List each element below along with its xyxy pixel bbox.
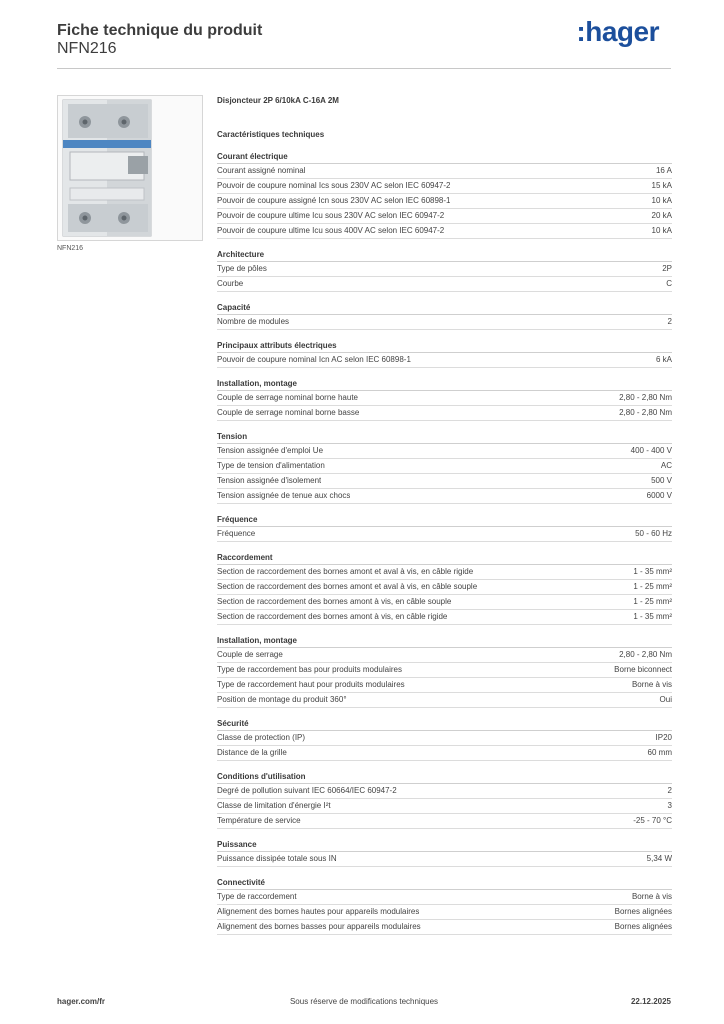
spec-value: 5,34 W [646,854,672,863]
spec-value: Bornes alignées [614,907,672,916]
spec-value: 10 kA [651,196,672,205]
spec-row [217,164,672,179]
spec-label: Type de raccordement haut pour produits modulaires [217,680,405,689]
spec-label: Alignement des bornes hautes pour appareils modulaires [217,907,420,916]
product-image [57,95,203,241]
spec-label: Position de montage du produit 360° [217,695,347,704]
spec-group-title: Fréquence [217,514,672,527]
spec-group [217,378,672,421]
spec-label: Couple de serrage nominal borne haute [217,393,358,402]
spec-row [217,799,672,814]
spec-value: C [666,279,672,288]
spec-label: Pouvoir de coupure ultime Icu sous 400V AC selon IEC 60947-2 [217,226,445,235]
spec-label: Type de pôles [217,264,267,273]
spec-group-title: Courant électrique [217,151,672,164]
spec-row [217,489,672,504]
spec-label: Classe de limitation d'énergie I²t [217,801,331,810]
spec-row [217,444,672,459]
spec-label: Couple de serrage [217,650,283,659]
spec-value: 1 - 25 mm² [633,597,672,606]
spec-label: Courbe [217,279,244,288]
spec-label: Pouvoir de coupure nominal Icn AC selon IEC 60898-1 [217,355,411,364]
spec-value: 10 kA [651,226,672,235]
spec-group [217,839,672,867]
footer-website: hager.com/fr [57,997,106,1006]
spec-label: Pouvoir de coupure ultime Icu sous 230V AC selon IEC 60947-2 [217,211,445,220]
spec-value: IP20 [655,733,672,742]
spec-label: Type de raccordement [217,892,297,901]
spec-group-title: Installation, montage [217,635,672,648]
spec-row [217,663,672,678]
spec-value: 2,80 - 2,80 Nm [619,650,672,659]
spec-value: Borne à vis [631,680,672,689]
spec-label: Température de service [217,816,301,825]
spec-row [217,746,672,761]
spec-group [217,718,672,761]
spec-label: Pouvoir de coupure nominal Ics sous 230V AC selon IEC 60947-2 [217,181,451,190]
spec-row [217,315,672,330]
circuit-breaker-illustration [58,96,202,240]
spec-value: 60 mm [647,748,672,757]
spec-row [217,610,672,625]
spec-row [217,353,672,368]
spec-group-title: Tension [217,431,672,444]
spec-group [217,340,672,368]
spec-group [217,302,672,330]
spec-value: 1 - 25 mm² [633,582,672,591]
spec-value: 6000 V [646,491,672,500]
spec-value: 15 kA [651,181,672,190]
spec-label: Tension assignée de tenue aux chocs [217,491,351,500]
spec-group-title: Installation, montage [217,378,672,391]
spec-row [217,224,672,239]
spec-label: Type de raccordement bas pour produits modulaires [217,665,402,674]
spec-group [217,151,672,239]
spec-content [217,95,672,935]
spec-group-title: Sécurité [217,718,672,731]
page-header [57,16,671,69]
spec-row [217,179,672,194]
spec-group [217,514,672,542]
spec-value: Bornes alignées [614,922,672,931]
spec-row [217,565,672,580]
product-name: Disjoncteur 2P 6/10kA C-16A 2M [217,96,339,105]
spec-group-title: Conditions d'utilisation [217,771,672,784]
spec-group-title: Principaux attributs électriques [217,340,672,353]
spec-label: Section de raccordement des bornes amont à vis, en câble rigide [217,612,448,621]
spec-label: Distance de la grille [217,748,287,757]
spec-label: Alignement des bornes basses pour appareils modulaires [217,922,421,931]
spec-value: 2 [667,786,672,795]
spec-row [217,194,672,209]
spec-value: 2,80 - 2,80 Nm [619,393,672,402]
spec-value: 50 - 60 Hz [635,529,672,538]
spec-value: Borne à vis [631,892,672,901]
spec-label: Tension assignée d'emploi Ue [217,446,324,455]
spec-label: Section de raccordement des bornes amont et aval à vis, en câble souple [217,582,478,591]
spec-row [217,459,672,474]
spec-group [217,249,672,292]
spec-group [217,877,672,935]
spec-group-title: Raccordement [217,552,672,565]
spec-label: Degré de pollution suivant IEC 60664/IEC 60947-2 [217,786,397,795]
spec-label: Section de raccordement des bornes amont et aval à vis, en câble rigide [217,567,474,576]
product-reference: NFN216 [57,40,117,57]
spec-row [217,406,672,421]
spec-value: 3 [667,801,672,810]
spec-row [217,209,672,224]
spec-label: Type de tension d'alimentation [217,461,325,470]
spec-row [217,890,672,905]
spec-row [217,784,672,799]
spec-row [217,648,672,663]
footer-notice: Sous réserve de modifications techniques [289,997,439,1006]
spec-row [217,920,672,935]
spec-value: 400 - 400 V [630,446,672,455]
spec-label: Courant assigné nominal [217,166,306,175]
spec-label: Classe de protection (IP) [217,733,306,742]
spec-value: 20 kA [651,211,672,220]
section-title: Caractéristiques techniques [217,130,325,139]
spec-row [217,693,672,708]
spec-value: -25 - 70 °C [633,816,672,825]
spec-label: Nombre de modules [217,317,290,326]
spec-label: Pouvoir de coupure assigné Icn sous 230V AC selon IEC 60898-1 [217,196,451,205]
spec-group-title: Puissance [217,839,672,852]
spec-row [217,262,672,277]
spec-label: Couple de serrage nominal borne basse [217,408,360,417]
spec-label: Fréquence [217,529,256,538]
spec-group [217,552,672,625]
spec-value: 16 A [655,166,672,175]
spec-group [217,635,672,708]
spec-value: 2 [667,317,672,326]
spec-row [217,474,672,489]
spec-value: Oui [659,695,672,704]
spec-row [217,905,672,920]
spec-row [217,595,672,610]
spec-row [217,391,672,406]
spec-row [217,527,672,542]
spec-value: 2P [662,264,672,273]
spec-row [217,814,672,829]
spec-value: 1 - 35 mm² [633,567,672,576]
footer-date: 22.12.2025 [630,997,671,1006]
spec-row [217,852,672,867]
spec-group [217,431,672,504]
spec-group-title: Architecture [217,249,672,262]
spec-label: Puissance dissipée totale sous IN [217,854,337,863]
spec-label: Tension assignée d'isolement [217,476,322,485]
document-title: Fiche technique du produit [57,22,263,39]
spec-value: AC [660,461,672,470]
spec-value: 1 - 35 mm² [633,612,672,621]
spec-row [217,678,672,693]
spec-value: Borne biconnect [614,665,672,674]
page-footer [57,997,671,1009]
hager-logo: :hager [576,16,659,47]
spec-groups [217,151,672,935]
spec-group-title: Connectivité [217,877,672,890]
spec-row [217,731,672,746]
spec-value: 2,80 - 2,80 Nm [619,408,672,417]
spec-value: 6 kA [655,355,672,364]
spec-row [217,277,672,292]
spec-value: 500 V [651,476,672,485]
image-caption: NFN216 [57,245,84,252]
spec-label: Section de raccordement des bornes amont à vis, en câble souple [217,597,452,606]
spec-group-title: Capacité [217,302,672,315]
spec-group [217,771,672,829]
spec-row [217,580,672,595]
